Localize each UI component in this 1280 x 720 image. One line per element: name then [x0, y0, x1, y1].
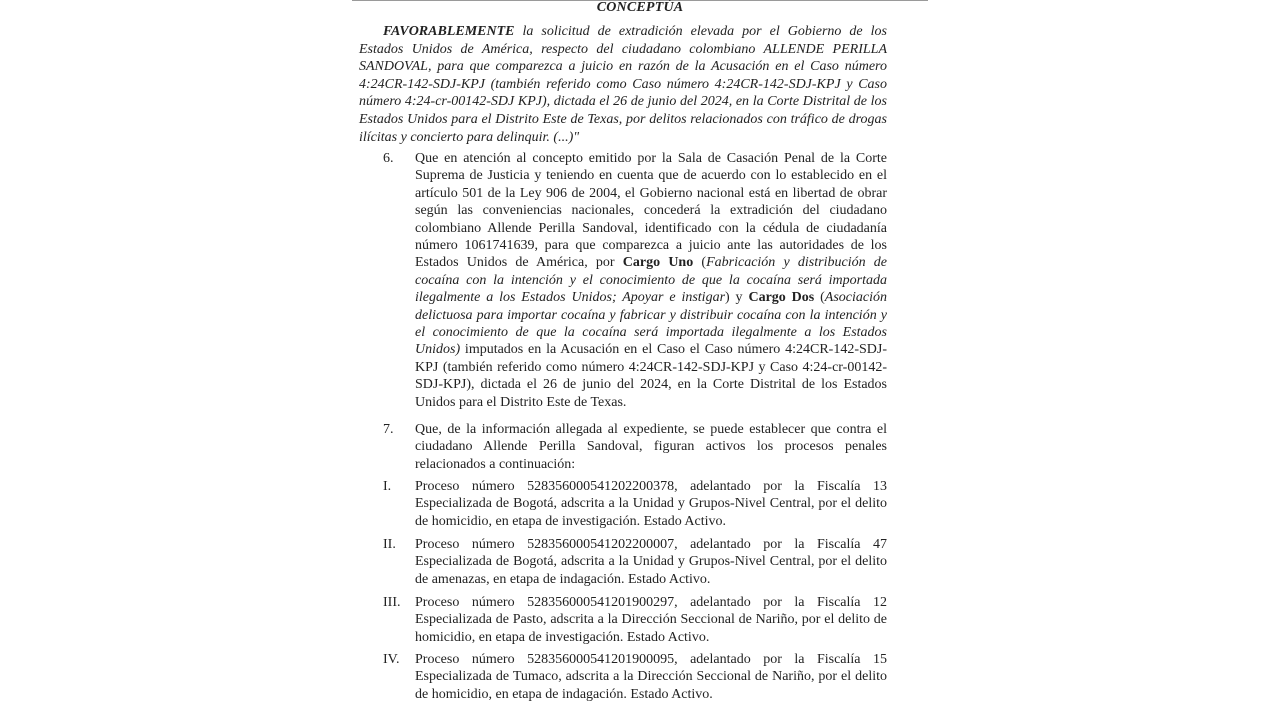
process-number: III.	[383, 595, 401, 610]
quoted-concept-paragraph	[359, 23, 887, 146]
process-item-2	[359, 536, 887, 588]
paragraph-text: Que en atención al concepto emitido por la Sala de Casación Penal de la Corte Suprema de Justicia y teniendo en cuenta que de acuerdo con lo establecido en el artículo 501 de la Ley 906 de 2004, el Gobierno nacional está en libertad de obrar según las conveniencias nacionales, concederá la extradición del ciudadano colombiano Allende Perilla Sandoval, identificado con la cédula de ciudadanía número 1061741639, para que comparezca a juicio ante las autoridades de los Estados Unidos de América, por	[415, 151, 887, 271]
process-number: I.	[383, 479, 392, 494]
process-number: IV.	[383, 652, 400, 667]
section-heading: CONCEPTÚA	[596, 0, 684, 15]
process-text: Proceso número 528356000541201900297, adelantado por la Fiscalía 12 Especializada de Pasto, adscrita a la Dirección Seccional de Nariño, por el delito de homicidio, en etapa de investigación. Estado Activo.	[415, 595, 887, 645]
paragraph-text: ) y	[725, 290, 749, 306]
charge-one-label: Cargo Uno	[622, 255, 694, 271]
process-text: Proceso número 528356000541202200007, adelantado por la Fiscalía 47 Especializada de Bogotá, adscrita a la Unidad y Grupos-Nivel Central, por el delito de amenazas, en etapa de indagación. Estado Activo.	[415, 537, 887, 587]
process-text: Proceso número 528356000541202200378, adelantado por la Fiscalía 13 Especializada de Bogotá, adscrita a la Unidad y Grupos-Nivel Central, por el delito de homicidio, en etapa de investigación. Estado Activo.	[415, 479, 887, 529]
charge-two-label: Cargo Dos	[748, 290, 815, 306]
paragraph-number: 6.	[383, 151, 394, 166]
numbered-paragraph-7	[359, 421, 887, 473]
paragraph-body: Que, de la información allegada al expediente, se puede establecer que contra el ciudadano Allende Perilla Sandoval, figuran activos los procesos penales relacionados a continuación:	[415, 422, 887, 472]
charge-two-description: Asociación delictuosa para importar cocaína y fabricar y distribuir cocaína con la intención y el conocimiento de que la cocaína será importada ilegalmente a los Estados Unidos)	[415, 290, 887, 358]
numbered-paragraph-6	[359, 150, 887, 411]
quote-text: la solicitud de extradición elevada por el Gobierno de los Estados Unidos de América, respecto del ciudadano colombiano ALLENDE PERILLA SANDOVAL, para que comparezca a juicio en razón de la Acusación en el Caso número 4:24CR-142-SDJ-KPJ (también referido como Caso número 4:24CR-142-SDJ-KPJ y Caso número 4:24-cr-00142-SDJ KPJ), dictada el 26 de junio del 2024, en la Corte Distrital de los Estados Unidos para el Distrito Este de Texas, por delitos relacionados con tráfico de drogas ilícitas y concierto para delinquir. (...)"	[359, 24, 887, 145]
process-item-4	[359, 651, 887, 703]
paragraph-body: Que en atención al concepto emitido por la Sala de Casación Penal de la Corte Suprema de Justicia y teniendo en cuenta que de acuerdo con lo establecido en el artículo 501 de la Ley 906 de 2004, el Gobierno nacional está en libertad de obrar según las conveniencias nacionales, concederá la extradición del ciudadano colombiano Allende Perilla Sandoval, identificado con la cédula de ciudadanía número 1061741639, para que comparezca a juicio ante las autoridades de los Estados Unidos de América, por Cargo Uno (Fabricación y distribución de cocaína con la intención y el conocimiento de que la cocaína será importada ilegalmente a los Estados Unidos; Apoyar e instigar) y Cargo Dos (Asociación delictuosa para importar cocaína y fabricar y distribuir cocaína con la intención y el conocimiento de que la cocaína será importada ilegalmente a los Estados Unidos) imputados en la Acusación en el Caso el Caso número 4:24CR-142-SDJ-KPJ (también referido como número 4:24CR-142-SDJ-KPJ y Caso 4:24-cr-00142-SDJ-KPJ), dictada el 26 de junio del 2024, en la Corte Distrital de los Estados Unidos para el Distrito Este de Texas.	[415, 151, 887, 410]
quote-lead-word: FAVORABLEMENTE	[383, 24, 515, 39]
process-text: Proceso número 528356000541201900095, adelantado por la Fiscalía 15 Especializada de Tumaco, adscrita a la Dirección Seccional de Nariño, por el delito de homicidio, en etapa de indagación. Estado Activo.	[415, 652, 887, 702]
process-item-1	[359, 478, 887, 530]
charge-one-description: Fabricación y distribución de cocaína con la intención y el conocimiento de que la cocaína será importada ilegalmente a los Estados Unidos; Apoyar e instigar	[415, 255, 887, 306]
paragraph-text: imputados en la Acusación en el Caso el Caso número 4:24CR-142-SDJ-KPJ (también referido como número 4:24CR-142-SDJ-KPJ y Caso 4:24-cr-00142-SDJ-KPJ), dictada el 26 de junio del 2024, en la Corte Distrital de los Estados Unidos para el Distrito Este de Texas.	[415, 342, 887, 410]
process-number: II.	[383, 537, 396, 552]
process-item-3	[359, 594, 887, 646]
paragraph-number: 7.	[383, 422, 394, 437]
